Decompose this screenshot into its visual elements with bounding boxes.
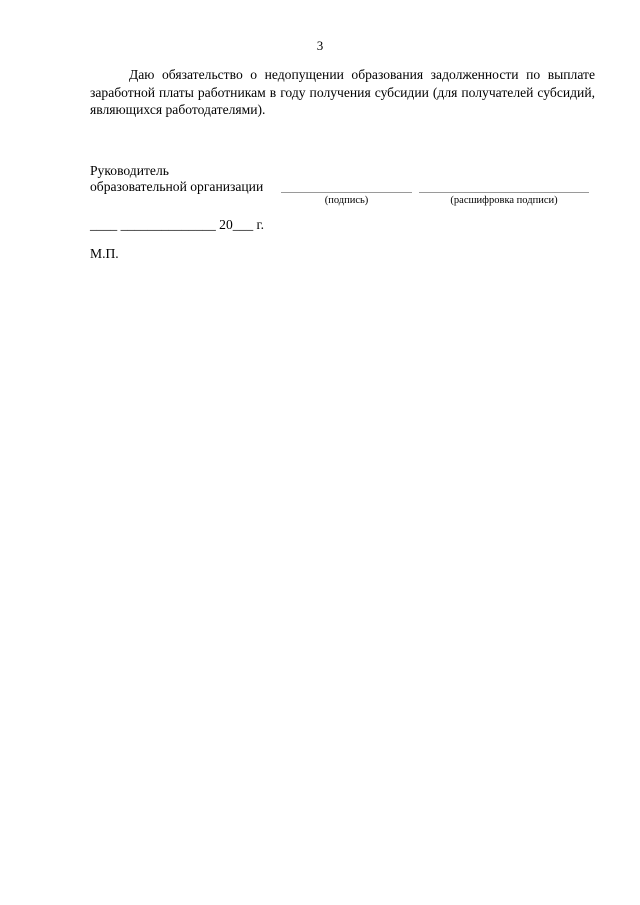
- head-title-line2: образовательной организации: [90, 179, 264, 194]
- signature-caption: (подпись): [324, 195, 369, 206]
- page-number: 3: [316, 38, 324, 53]
- stamp-place-label: М.П.: [90, 246, 119, 261]
- signature-decoding-line: [419, 192, 589, 193]
- date-line: ____ ______________ 20___ г.: [90, 217, 264, 232]
- commitment-paragraph: Даю обязательство о недопущении образования задолженности по выплате заработной платы работникам в году получения субсидии (для получателей субсидий, являющихся работодателями).: [90, 67, 595, 117]
- signature-line: [281, 192, 412, 193]
- signature-decoding-caption: (расшифровка подписи): [450, 195, 558, 206]
- head-title-line1: Руководитель: [90, 163, 169, 178]
